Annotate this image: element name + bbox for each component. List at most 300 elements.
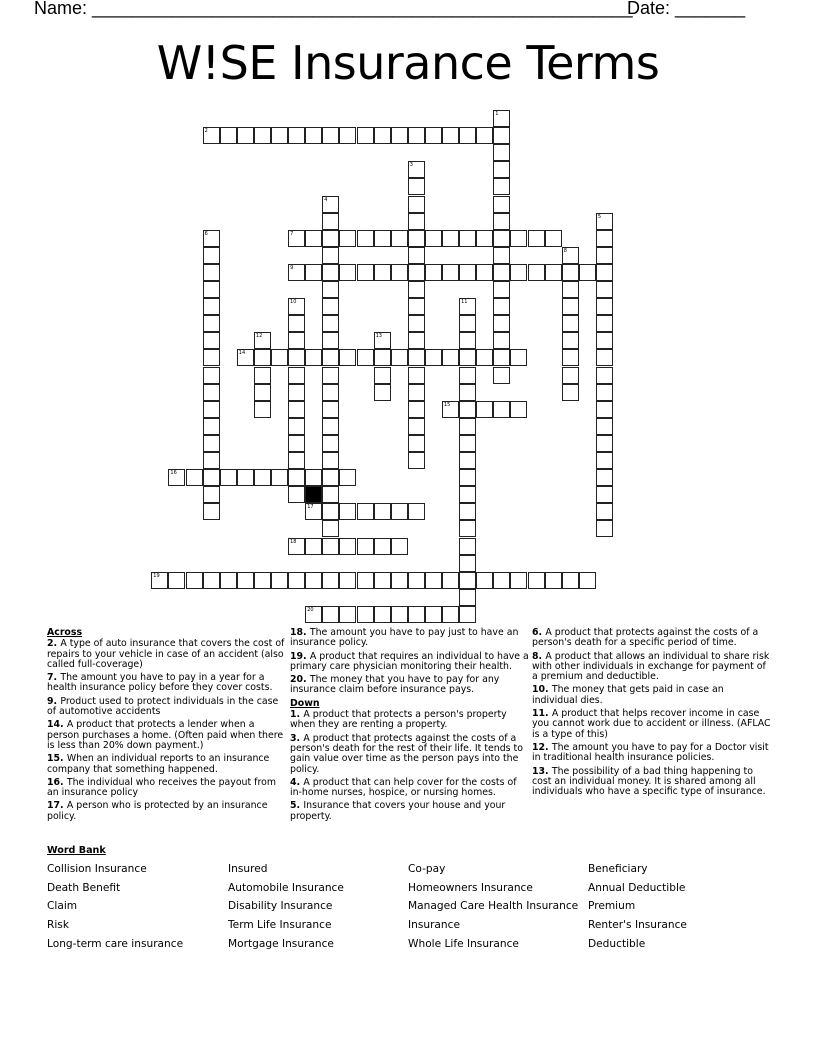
crossword-cell[interactable]: [493, 144, 510, 161]
crossword-cell[interactable]: [562, 247, 579, 264]
crossword-cell[interactable]: [459, 538, 476, 555]
crossword-cell[interactable]: [425, 349, 442, 366]
crossword-cell[interactable]: [288, 486, 305, 503]
crossword-cell[interactable]: [288, 230, 305, 247]
crossword-cell[interactable]: [322, 384, 339, 401]
crossword-cell[interactable]: [510, 349, 527, 366]
crossword-cell[interactable]: [596, 349, 613, 366]
clue-number-dot: .: [60, 800, 67, 812]
crossword-cell[interactable]: [322, 196, 339, 213]
crossword-cell[interactable]: [459, 349, 476, 366]
crossword-cell[interactable]: [305, 230, 322, 247]
crossword-cell[interactable]: [374, 332, 391, 349]
crossword-cell[interactable]: [528, 230, 545, 247]
crossword-cell[interactable]: [322, 315, 339, 332]
crossword-cell[interactable]: [203, 298, 220, 315]
crossword-cell[interactable]: [408, 230, 425, 247]
crossword-cell[interactable]: [203, 418, 220, 435]
crossword-cell[interactable]: [493, 161, 510, 178]
crossword-cell[interactable]: [237, 349, 254, 366]
crossword-cell[interactable]: [322, 572, 339, 589]
crossword-cell[interactable]: [493, 315, 510, 332]
crossword-cell[interactable]: [459, 315, 476, 332]
crossword-cell[interactable]: [408, 315, 425, 332]
crossword-cell[interactable]: [237, 469, 254, 486]
crossword-cell[interactable]: [203, 384, 220, 401]
crossword-cell[interactable]: [391, 127, 408, 144]
crossword-cell[interactable]: [288, 384, 305, 401]
crossword-cell[interactable]: [408, 332, 425, 349]
crossword-cell[interactable]: [476, 230, 493, 247]
crossword-cell[interactable]: [322, 213, 339, 230]
crossword-cell[interactable]: [168, 572, 185, 589]
crossword-cell[interactable]: [408, 161, 425, 178]
crossword-cell[interactable]: [288, 127, 305, 144]
crossword-cell[interactable]: [339, 572, 356, 589]
crossword-cell[interactable]: [288, 332, 305, 349]
crossword-cell[interactable]: [322, 606, 339, 623]
crossword-cell[interactable]: [545, 230, 562, 247]
crossword-cell[interactable]: [322, 503, 339, 520]
crossword-cell[interactable]: [579, 264, 596, 281]
clue-number: 17: [47, 800, 61, 812]
crossword-cell[interactable]: [562, 572, 579, 589]
crossword-cell[interactable]: [408, 401, 425, 418]
crossword-cell[interactable]: [203, 349, 220, 366]
crossword-cell[interactable]: [528, 264, 545, 281]
crossword-cell[interactable]: [374, 230, 391, 247]
crossword-cell[interactable]: [288, 435, 305, 452]
crossword-cell[interactable]: [322, 247, 339, 264]
crossword-cell[interactable]: [322, 520, 339, 537]
crossword-cell[interactable]: [476, 349, 493, 366]
crossword-cell[interactable]: [596, 503, 613, 520]
crossword-cell[interactable]: [322, 367, 339, 384]
crossword-cell[interactable]: [493, 332, 510, 349]
clue-number: 2: [47, 638, 54, 650]
crossword-cell[interactable]: [288, 349, 305, 366]
crossword-cell[interactable]: [596, 486, 613, 503]
crossword-cell[interactable]: [288, 401, 305, 418]
crossword-cell[interactable]: [442, 230, 459, 247]
crossword-cell[interactable]: [305, 503, 322, 520]
crossword-cell[interactable]: [459, 127, 476, 144]
crossword-cell[interactable]: [459, 606, 476, 623]
crossword-cell[interactable]: [596, 469, 613, 486]
clue-number-dot: .: [60, 776, 67, 788]
crossword-cell[interactable]: [493, 196, 510, 213]
crossword-cell[interactable]: [322, 435, 339, 452]
crossword-cell[interactable]: [237, 572, 254, 589]
crossword-cell[interactable]: [339, 264, 356, 281]
crossword-cell[interactable]: [408, 178, 425, 195]
crossword-cell[interactable]: [493, 127, 510, 144]
crossword-cell[interactable]: [510, 572, 527, 589]
crossword-cell[interactable]: [339, 503, 356, 520]
crossword-cell[interactable]: [493, 213, 510, 230]
crossword-cell[interactable]: [493, 367, 510, 384]
crossword-cell[interactable]: [545, 264, 562, 281]
crossword-cell[interactable]: [391, 572, 408, 589]
crossword-cell[interactable]: [288, 572, 305, 589]
crossword-cell[interactable]: [322, 298, 339, 315]
crossword-cell[interactable]: [493, 281, 510, 298]
crossword-cell[interactable]: [510, 401, 527, 418]
crossword-cell[interactable]: [203, 469, 220, 486]
down-heading: Down: [290, 697, 320, 709]
crossword-cell[interactable]: [339, 230, 356, 247]
crossword-cell[interactable]: [493, 401, 510, 418]
crossword-cell[interactable]: [288, 469, 305, 486]
crossword-cell[interactable]: [374, 367, 391, 384]
crossword-cell[interactable]: [288, 315, 305, 332]
crossword-cell[interactable]: [254, 469, 271, 486]
crossword-cell[interactable]: [459, 503, 476, 520]
crossword-cell[interactable]: [322, 538, 339, 555]
crossword-cell[interactable]: [545, 572, 562, 589]
crossword-cell[interactable]: [203, 230, 220, 247]
clue-text: The possibility of a bad thing happening to cost an individual money. It is shared among all individuals who have a specific type of insurance.: [532, 765, 766, 798]
clue-number-dot: .: [303, 674, 310, 686]
crossword-cell[interactable]: [596, 520, 613, 537]
across-clue: [47, 697, 287, 718]
crossword-cell[interactable]: [254, 332, 271, 349]
across-clue: [47, 639, 287, 670]
down-clue: [290, 734, 530, 775]
crossword-cell[interactable]: [271, 349, 288, 366]
crossword-cell[interactable]: [357, 503, 374, 520]
crossword-cell[interactable]: [596, 247, 613, 264]
crossword-cell[interactable]: [562, 367, 579, 384]
crossword-cell[interactable]: [459, 589, 476, 606]
crossword-cell[interactable]: [459, 367, 476, 384]
clue-number: 10: [290, 299, 297, 306]
crossword-cell[interactable]: [271, 572, 288, 589]
crossword-cell[interactable]: [322, 349, 339, 366]
crossword-cell[interactable]: [596, 367, 613, 384]
crossword-cell[interactable]: [425, 127, 442, 144]
crossword-cell[interactable]: [203, 572, 220, 589]
crossword-cell[interactable]: [339, 469, 356, 486]
crossword-cell[interactable]: [305, 264, 322, 281]
crossword-cell[interactable]: [339, 127, 356, 144]
crossword-cell[interactable]: [203, 247, 220, 264]
crossword-cell[interactable]: [322, 264, 339, 281]
crossword-cell[interactable]: [408, 298, 425, 315]
crossword-cell[interactable]: [408, 572, 425, 589]
clue-number-dot: .: [60, 719, 67, 731]
clue-number: 5: [290, 800, 297, 812]
date-field-label[interactable]: Date: _______: [627, 0, 746, 18]
clue-number: 17: [307, 504, 314, 511]
word-bank-item: Collision Insurance: [47, 863, 147, 875]
crossword-cell[interactable]: [408, 264, 425, 281]
clue-number: 2: [204, 128, 208, 135]
crossword-cell[interactable]: [459, 332, 476, 349]
crossword-cell[interactable]: [391, 606, 408, 623]
crossword-cell[interactable]: [254, 127, 271, 144]
crossword-cell[interactable]: [220, 127, 237, 144]
crossword-cell[interactable]: [305, 127, 322, 144]
crossword-cell[interactable]: [596, 435, 613, 452]
crossword-cell[interactable]: [339, 606, 356, 623]
crossword-cell[interactable]: [425, 230, 442, 247]
crossword-cell[interactable]: [510, 264, 527, 281]
crossword-cell[interactable]: [408, 452, 425, 469]
crossword-cell[interactable]: [288, 538, 305, 555]
crossword-cell[interactable]: [254, 384, 271, 401]
crossword-cell[interactable]: [425, 572, 442, 589]
crossword-cell[interactable]: [596, 281, 613, 298]
crossword-cell[interactable]: [339, 538, 356, 555]
crossword-cell[interactable]: [562, 332, 579, 349]
clue-number: 19: [290, 650, 304, 662]
crossword-cell[interactable]: [408, 418, 425, 435]
clue-number-dot: .: [545, 741, 552, 753]
crossword-cell[interactable]: [596, 384, 613, 401]
clue-number: 9: [290, 264, 294, 271]
crossword-cell[interactable]: [305, 538, 322, 555]
crossword-cell[interactable]: [459, 418, 476, 435]
crossword-cell[interactable]: [408, 247, 425, 264]
crossword-cell[interactable]: [459, 469, 476, 486]
crossword-cell[interactable]: [562, 281, 579, 298]
crossword-cell[interactable]: [562, 264, 579, 281]
crossword-cell[interactable]: [493, 572, 510, 589]
crossword-cell[interactable]: [288, 452, 305, 469]
crossword-cell[interactable]: [322, 230, 339, 247]
crossword-cell[interactable]: [391, 230, 408, 247]
word-bank-item: Claim: [47, 900, 78, 912]
crossword-cell[interactable]: [493, 178, 510, 195]
crossword-cell[interactable]: [322, 332, 339, 349]
across-clue: [47, 720, 287, 751]
crossword-cell[interactable]: [271, 127, 288, 144]
crossword-cell[interactable]: [459, 452, 476, 469]
clue-number: 3: [290, 732, 297, 744]
crossword-cell[interactable]: [254, 401, 271, 418]
crossword-cell[interactable]: [254, 367, 271, 384]
crossword-cell[interactable]: [562, 298, 579, 315]
crossword-cell[interactable]: [357, 349, 374, 366]
clue-text: The amount you have to pay for a Doctor visit in traditional health insurance policies.: [532, 741, 769, 764]
crossword-cell[interactable]: [562, 349, 579, 366]
crossword-cell[interactable]: [510, 230, 527, 247]
crossword-cell[interactable]: [476, 572, 493, 589]
crossword-cell[interactable]: [408, 606, 425, 623]
crossword-cell[interactable]: [459, 298, 476, 315]
crossword-cell[interactable]: [357, 572, 374, 589]
crossword-cell[interactable]: [408, 127, 425, 144]
crossword-cell[interactable]: [442, 127, 459, 144]
crossword-cell[interactable]: [391, 503, 408, 520]
crossword-cell[interactable]: [357, 606, 374, 623]
crossword-cell[interactable]: [391, 349, 408, 366]
clue-number: 12: [532, 741, 546, 753]
crossword-cell[interactable]: [305, 349, 322, 366]
crossword-cell[interactable]: [186, 572, 203, 589]
crossword-cell[interactable]: [203, 281, 220, 298]
crossword-cell[interactable]: [374, 264, 391, 281]
crossword-cell[interactable]: [562, 384, 579, 401]
crossword-cell[interactable]: [408, 213, 425, 230]
crossword-cell[interactable]: [322, 486, 339, 503]
crossword-cell[interactable]: [374, 606, 391, 623]
word-bank-item: Death Benefit: [47, 882, 121, 894]
crossword-cell[interactable]: [476, 127, 493, 144]
crossword-cell[interactable]: [203, 401, 220, 418]
crossword-cell[interactable]: [596, 332, 613, 349]
crossword-cell[interactable]: [203, 315, 220, 332]
crossword-cell[interactable]: [493, 264, 510, 281]
crossword-cell[interactable]: [305, 606, 322, 623]
crossword-cell[interactable]: [220, 469, 237, 486]
crossword-cell[interactable]: [374, 384, 391, 401]
crossword-cell[interactable]: [357, 264, 374, 281]
clue-text: Product used to protect individuals in the case of automotive accidents: [47, 695, 279, 718]
clue-number-dot: .: [296, 732, 304, 744]
word-bank-item: Term Life Insurance: [228, 919, 332, 931]
clue-number: 14: [238, 350, 246, 357]
clue-number-dot: .: [296, 800, 304, 812]
crossword-cell[interactable]: [374, 538, 391, 555]
crossword-cell[interactable]: [391, 538, 408, 555]
crossword-cell[interactable]: [476, 401, 493, 418]
crossword-cell[interactable]: [493, 247, 510, 264]
crossword-cell[interactable]: [596, 298, 613, 315]
word-bank-item: Co-pay: [408, 863, 446, 875]
crossword-cell[interactable]: [288, 367, 305, 384]
crossword-cell[interactable]: [459, 555, 476, 572]
crossword-cell[interactable]: [203, 332, 220, 349]
crossword-cell[interactable]: [596, 452, 613, 469]
crossword-cell[interactable]: [237, 127, 254, 144]
crossword-cell[interactable]: [493, 298, 510, 315]
crossword-cell[interactable]: [459, 384, 476, 401]
crossword-cell[interactable]: [596, 315, 613, 332]
crossword-cell[interactable]: [596, 213, 613, 230]
crossword-cell[interactable]: [322, 401, 339, 418]
crossword-cell[interactable]: [528, 572, 545, 589]
crossword-cell[interactable]: [442, 401, 459, 418]
crossword-cell[interactable]: [579, 572, 596, 589]
clue-number: 6: [204, 230, 208, 237]
crossword-cell[interactable]: [186, 469, 203, 486]
crossword-cell[interactable]: [322, 452, 339, 469]
crossword-cell[interactable]: [271, 469, 288, 486]
black-cell: [305, 486, 322, 503]
crossword-cell[interactable]: [374, 503, 391, 520]
crossword-cell[interactable]: [459, 401, 476, 418]
clue-number: 1: [495, 111, 499, 117]
crossword-cell[interactable]: [493, 349, 510, 366]
clues-column-2: [290, 628, 530, 825]
crossword-cell[interactable]: [459, 435, 476, 452]
clue-text: The individual who receives the payout from an insurance policy: [47, 776, 276, 799]
crossword-cell[interactable]: [408, 196, 425, 213]
crossword-cell[interactable]: [288, 264, 305, 281]
crossword-cell[interactable]: [596, 264, 613, 281]
crossword-cell[interactable]: [459, 520, 476, 537]
crossword-cell[interactable]: [305, 572, 322, 589]
clue-text: When an individual reports to an insurance company that something happened.: [47, 753, 270, 775]
crossword-cell[interactable]: [374, 349, 391, 366]
crossword-cell[interactable]: [288, 418, 305, 435]
crossword-cell[interactable]: [357, 538, 374, 555]
crossword-cell[interactable]: [425, 606, 442, 623]
clue-number: 8: [532, 650, 539, 662]
crossword-cell[interactable]: [322, 469, 339, 486]
crossword-cell[interactable]: [459, 572, 476, 589]
crossword-cell[interactable]: [322, 418, 339, 435]
crossword-cell[interactable]: [493, 230, 510, 247]
crossword-cell[interactable]: [305, 469, 322, 486]
crossword-cell[interactable]: [408, 503, 425, 520]
crossword-cell[interactable]: [322, 281, 339, 298]
crossword-cell[interactable]: [203, 486, 220, 503]
crossword-cell[interactable]: [322, 127, 339, 144]
name-field-label[interactable]: Name: ______________________________________________________: [34, 0, 633, 18]
crossword-cell[interactable]: [442, 572, 459, 589]
crossword-cell[interactable]: [442, 606, 459, 623]
crossword-cell[interactable]: [374, 127, 391, 144]
crossword-cell[interactable]: [339, 349, 356, 366]
crossword-cell[interactable]: [374, 572, 391, 589]
crossword-cell[interactable]: [442, 264, 459, 281]
crossword-cell[interactable]: [203, 503, 220, 520]
crossword-cell[interactable]: [391, 264, 408, 281]
clue-number-dot: .: [303, 650, 310, 662]
crossword-cell[interactable]: [596, 401, 613, 418]
crossword-cell[interactable]: [254, 349, 271, 366]
crossword-cell[interactable]: [562, 315, 579, 332]
clue-number-dot: .: [296, 709, 304, 721]
word-bank-item: Mortgage Insurance: [228, 938, 334, 950]
crossword-cell[interactable]: [442, 349, 459, 366]
crossword-cell[interactable]: [220, 572, 237, 589]
crossword-cell[interactable]: [408, 349, 425, 366]
crossword-cell[interactable]: [203, 264, 220, 281]
across-clue: [47, 778, 287, 799]
crossword-cell[interactable]: [596, 230, 613, 247]
crossword-cell[interactable]: [203, 435, 220, 452]
crossword-cell[interactable]: [476, 264, 493, 281]
crossword-cell[interactable]: [408, 384, 425, 401]
crossword-cell[interactable]: [288, 298, 305, 315]
crossword-cell[interactable]: [408, 435, 425, 452]
crossword-cell[interactable]: [254, 572, 271, 589]
crossword-cell[interactable]: [408, 367, 425, 384]
crossword-cell[interactable]: [459, 264, 476, 281]
word-bank-item: Risk: [47, 919, 69, 931]
crossword-cell[interactable]: [357, 230, 374, 247]
across-clue: [290, 628, 530, 649]
crossword-cell[interactable]: [408, 281, 425, 298]
crossword-cell[interactable]: [459, 230, 476, 247]
crossword-cell[interactable]: [357, 127, 374, 144]
crossword-cell[interactable]: [493, 110, 510, 127]
crossword-cell[interactable]: [203, 367, 220, 384]
across-clue: [290, 652, 530, 673]
down-clue: [290, 801, 530, 822]
crossword-cell[interactable]: [596, 418, 613, 435]
crossword-cell[interactable]: [151, 572, 168, 589]
crossword-cell[interactable]: [203, 127, 220, 144]
crossword-cell[interactable]: [425, 264, 442, 281]
crossword-cell[interactable]: [459, 486, 476, 503]
crossword-cell[interactable]: [203, 452, 220, 469]
crossword-cell[interactable]: [168, 469, 185, 486]
